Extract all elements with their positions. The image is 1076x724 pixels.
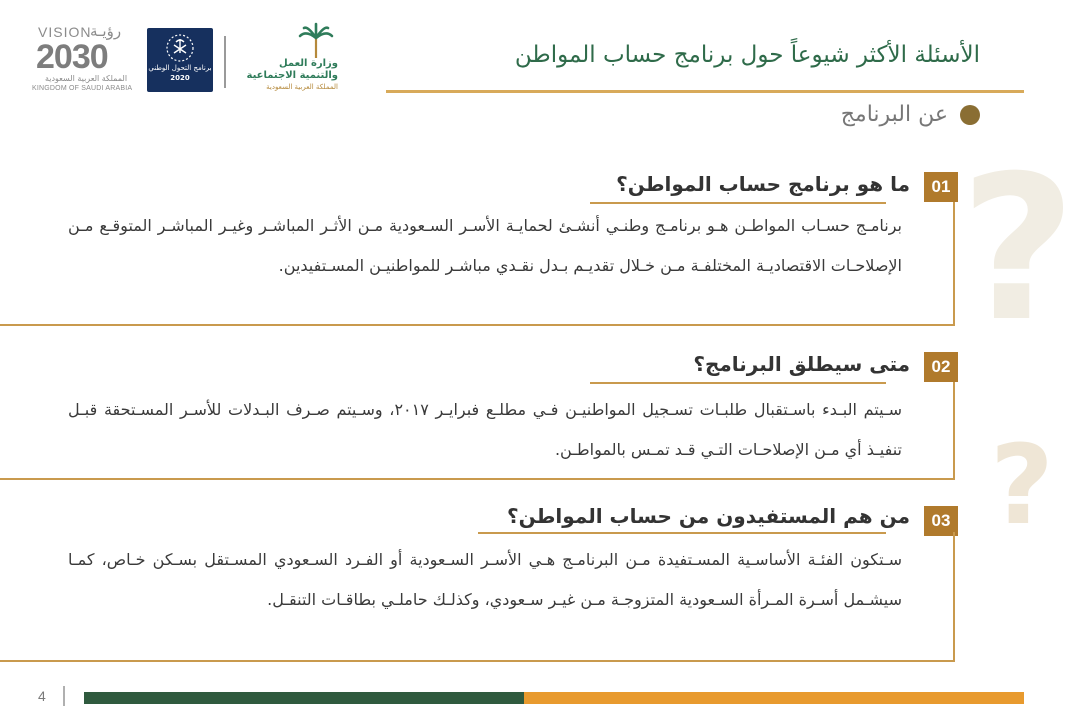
question-title-underline xyxy=(590,382,886,384)
ntp-label: برنامج التحول الوطني xyxy=(148,64,212,72)
title-underline xyxy=(386,90,1024,93)
background-question-mark: ? xyxy=(960,133,1076,366)
ntp-year: 2020 xyxy=(170,74,190,82)
answer-box-bottom xyxy=(0,324,955,326)
question-answer: سـيتم البـدء باسـتقبال طلبـات تسـجيل المواطنيـن فـي مطلـع فبرايـر ٢٠١٧، وسـيتم صـرف البـدلات للأسـر المسـتحقة قبـل تنفيـذ أي مـن الإصلاحـات التـي قـد تمـس بالمواطـن. xyxy=(68,400,902,459)
section-heading xyxy=(841,102,980,127)
answer-box-edge xyxy=(953,382,955,480)
answer-box-bottom xyxy=(0,478,955,480)
question-title-underline xyxy=(590,202,886,204)
logo-divider xyxy=(224,36,226,88)
section-label: عن البرنامج xyxy=(840,102,948,127)
saudi-emblem-icon xyxy=(165,33,195,63)
answer-box-edge xyxy=(953,532,955,662)
vision-label: VISION xyxy=(38,24,92,40)
question-title-underline xyxy=(478,532,886,534)
vision-sub-en: KINGDOM OF SAUDI ARABIA xyxy=(32,85,133,92)
question-answer: برنامـج حسـاب المواطـن هـو برنامـج وطنـي أنشـئ لحمايـة الأسـر السـعودية مـن الأثـر المباشـر وغيـر المباشـر المتوقـع مـن الإصلاحـات الاقتصاديـة المختلفـة مـن خـلال تقديـم بـدل نقـدي مباشـر للمواطنيـن المسـتفيدين. xyxy=(68,216,902,275)
national-transformation-logo xyxy=(147,28,213,92)
question-answer: سـتكون الفئـة الأساسـية المسـتفيدة مـن البرنامـج هـي الأسـر السـعودية أو الفـرد السـعودي المسـتقل بسـكن خـاص، كمـا سيشـمل أسـرة المـرأة السـعودية المتزوجـة مـن غيـر سـعودي، وكذلـك حاملـي بطاقـات التنقـل. xyxy=(68,550,902,609)
ministry-name-2: والتنمية الاجتماعية xyxy=(246,70,338,81)
question-title: متى سيطلق البرنامج؟ xyxy=(693,352,910,376)
vision-2030-logo xyxy=(30,24,142,92)
bullet-icon xyxy=(960,105,980,125)
answer-box-edge xyxy=(953,202,955,326)
footer-bar-green xyxy=(84,692,524,704)
ministry-country: المملكة العربية السعودية xyxy=(266,83,338,91)
page-number: 4 xyxy=(38,688,46,704)
question-title: ما هو برنامج حساب المواطن؟ xyxy=(616,172,910,196)
background-question-mark: ? xyxy=(990,421,1054,549)
page-title: الأسئلة الأكثر شيوعاً حول برنامج حساب المواطن xyxy=(514,42,980,68)
answer-box-bottom xyxy=(0,660,955,662)
ministry-logo xyxy=(238,24,358,98)
question-title: من هم المستفيدون من حساب المواطن؟ xyxy=(506,504,910,528)
question-number: 01 xyxy=(924,172,958,202)
ministry-name-1: وزارة العمل xyxy=(279,58,338,69)
palm-tree-icon xyxy=(298,24,334,60)
footer-bar-orange xyxy=(524,692,1024,704)
question-number: 03 xyxy=(924,506,958,536)
vision-year: 2030 xyxy=(36,38,108,76)
vision-sub-ar: المملكة العربية السعودية xyxy=(44,74,128,83)
footer-divider xyxy=(63,686,65,706)
vision-label-ar: رؤيـة xyxy=(90,22,122,40)
question-number: 02 xyxy=(924,352,958,382)
